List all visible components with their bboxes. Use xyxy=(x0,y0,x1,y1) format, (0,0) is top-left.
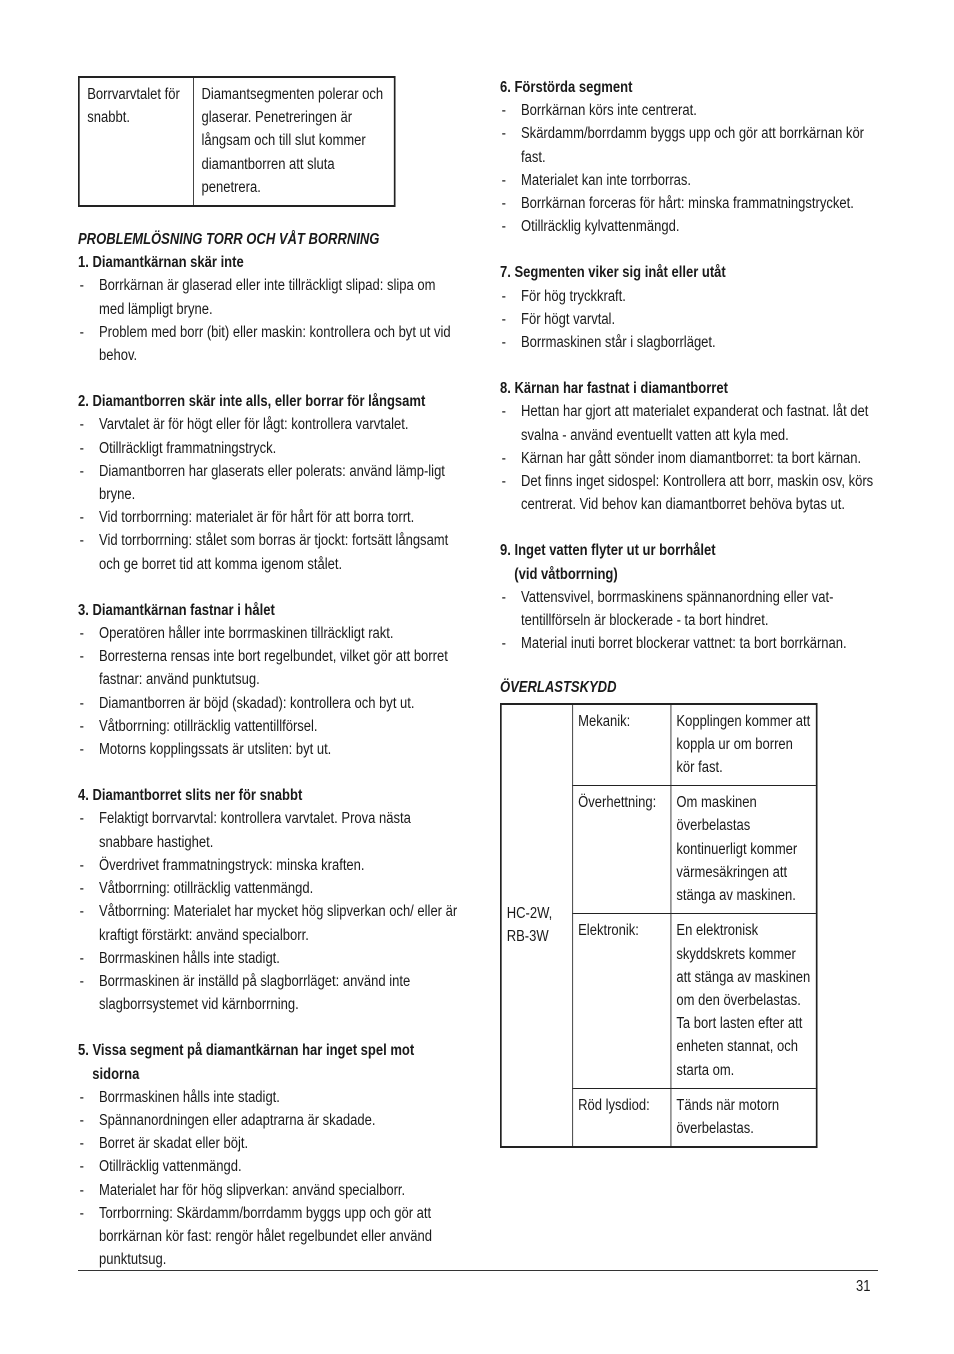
heading-9: 9. Inget vatten flyter ut ur borrhålet xyxy=(500,542,716,560)
heading-5: 5. Vissa segment på diamantkärnan har inget spel mot xyxy=(78,1042,415,1060)
heading-8: 8. Kärnan har fastnat i diamantborret xyxy=(500,380,728,398)
heading-7: 7. Segmenten viker sig inåt eller utåt xyxy=(500,264,726,282)
footer-rule xyxy=(78,1270,878,1271)
list-item: - Material inuti borret blockerar vattnet: ta bort borrkärnan. xyxy=(500,632,878,655)
table-cell: Diamantsegmenten polerar och glaserar. Penetreringen är långsam och till slut kommer diamantborren att sluta penetrera. xyxy=(201,86,384,196)
page-number-text: 31 xyxy=(856,1278,871,1295)
list-item: - Kärnan har gått sönder inom diamantborret: ta bort kärnan. xyxy=(500,447,878,470)
list-item: - Borrkärnan är glaserad eller inte tillräckligt slipad: slipa om med lämpligt bryne. xyxy=(78,274,458,320)
list-item: - Borrkärnan körs inte centrerat. xyxy=(500,99,878,122)
list-item: - Diamantborren är böjd (skadad): kontrollera och byt ut. xyxy=(78,692,458,715)
list-item: - Spännanordningen eller adaptrarna är skadade. xyxy=(78,1109,458,1132)
list-item: - Borrkärnan forceras för hårt: minska frammatningstrycket. xyxy=(500,192,878,215)
list-9 xyxy=(500,586,878,656)
page-number xyxy=(856,1278,873,1296)
list-6 xyxy=(500,99,878,238)
list-item: - Borret är skadat eller böjt. xyxy=(78,1132,458,1155)
list-item: - Våtborrning: Materialet har mycket hög slipverkan och/ eller är kraftigt förstärkt: använd specialborr. xyxy=(78,900,458,946)
right-column xyxy=(500,76,878,1148)
list-item: - Överdrivet frammatningstryck: minska kraften. xyxy=(78,854,458,877)
table-cell: Mekanik: xyxy=(573,704,671,786)
table-cell: Överhettning: xyxy=(573,786,671,914)
list-3 xyxy=(78,622,458,761)
list-item: - Borrmaskinen hålls inte stadigt. xyxy=(78,1086,458,1109)
list-item: - Felaktigt borrvarvtal: kontrollera varvtalet. Prova nästa snabbare hastighet. xyxy=(78,807,458,853)
heading-6: 6. Förstörda segment xyxy=(500,79,633,96)
list-5 xyxy=(78,1086,458,1272)
right-column-content xyxy=(500,76,878,1148)
table-row xyxy=(501,704,817,786)
list-item: - Borrmaskinen hålls inte stadigt. xyxy=(78,947,458,970)
list-item: - Problem med borr (bit) eller maskin: kontrollera och byt ut vid behov. xyxy=(78,321,458,367)
heading-1: 1. Diamantkärnan skär inte xyxy=(78,254,244,272)
table-cell: Röd lysdiod: xyxy=(573,1088,671,1147)
table-cell: Tänds när motorn överbelastas. xyxy=(671,1088,817,1147)
list-item: - Materialet har för hög slipverkan: använd specialborr. xyxy=(78,1179,458,1202)
model-cell: HC-2W, RB-3W xyxy=(501,704,573,1147)
list-item: - Borrmaskinen är inställd på slagborrläget: använd inte slagborrsystemet vid kärnborrning. xyxy=(78,970,458,1016)
list-item: - Våtborrning: otillräcklig vattenmängd. xyxy=(78,877,458,900)
list-item: - Diamantborren har glaserats eller polerats: använd lämp-ligt bryne. xyxy=(78,460,458,506)
list-item: - För hög tryckkraft. xyxy=(500,285,878,308)
list-item: - Våtborrning: otillräcklig vattentillförsel. xyxy=(78,715,458,738)
list-item: - Otillräcklig kylvattenmängd. xyxy=(500,215,878,238)
list-item: - Skärdamm/borrdamm byggs upp och gör att borrkärnan kör fast. xyxy=(500,122,878,168)
heading-3: 3. Diamantkärnan fastnar i hålet xyxy=(78,601,275,619)
heading-5-cont: sidorna xyxy=(92,1065,140,1083)
list-item: - Borresterna rensas inte bort regelbundet, vilket gör att borret fastnar: använd punktutsug. xyxy=(78,645,458,691)
list-item: - Hettan har gjort att materialet expanderat och fastnat. låt det svalna - använd eventuellt vatten att kyla med. xyxy=(500,400,878,446)
heading-4: 4. Diamantborret slits ner för snabbt xyxy=(78,787,303,805)
list-8 xyxy=(500,400,878,516)
list-item: - Motorns kopplingssats är utsliten: byt ut. xyxy=(78,738,458,761)
list-item: - Torrborrning: Skärdamm/borrdamm byggs upp och gör att borrkärnan kör fast: rengör hålet regelbundet eller använd punktutsug. xyxy=(78,1202,458,1272)
table-cell: Kopplingen kommer att koppla ur om borren kör fast. xyxy=(671,704,817,786)
heading-2: 2. Diamantborren skär inte alls, eller borrar för långsamt xyxy=(78,393,426,411)
list-item: - För högt varvtal. xyxy=(500,308,878,331)
list-item: - Vid torrborrning: materialet är för hårt för att borra torrt. xyxy=(78,506,458,529)
table-row xyxy=(79,77,395,206)
overload-table xyxy=(500,703,818,1148)
list-item: - Otillräckligt frammatningstryck. xyxy=(78,437,458,460)
list-4 xyxy=(78,807,458,1016)
left-column xyxy=(78,76,458,1271)
section-title: PROBLEMLÖSNING TORR OCH VÅT BORRNING xyxy=(78,231,380,249)
list-item: - Otillräcklig vattenmängd. xyxy=(78,1155,458,1178)
table-cell: En elektronisk skyddskrets kommer att stänga av maskinen om den överbelastas. Ta bort lasten efter att enheten stannat, och starta om. xyxy=(671,914,817,1088)
table-cell: Elektronik: xyxy=(573,914,671,1088)
list-2 xyxy=(78,413,458,575)
list-item: - Det finns inget sidospel: Kontrollera att borr, maskin osv, körs centrerat. Vid behov kan diamantborret behöva bytas ut. xyxy=(500,470,878,516)
overload-title: ÖVERLASTSKYDD xyxy=(500,679,617,697)
left-column-content xyxy=(78,76,458,1271)
list-1 xyxy=(78,274,458,367)
list-item: - Materialet kan inte torrborras. xyxy=(500,169,878,192)
list-item: - Borrmaskinen står i slagborrläget. xyxy=(500,331,878,354)
list-item: - Operatören håller inte borrmaskinen tillräckligt rakt. xyxy=(78,622,458,645)
list-item: - Vattensvivel, borrmaskinens spännanordning eller vat-tentillförseln är blockerade - ta bort hindret. xyxy=(500,586,878,632)
table-cell: Om maskinen överbelastas kontinuerligt kommer värmesäkringen att stänga av maskinen. xyxy=(671,786,817,914)
list-item: - Vid torrborrning: stålet som borras är tjockt: fortsätt långsamt och ge borret tid att komma igenom stålet. xyxy=(78,529,458,575)
list-item: - Varvtalet är för högt eller för lågt: kontrollera varvtalet. xyxy=(78,413,458,436)
heading-9-cont: (vid våtborrning) xyxy=(514,565,618,583)
list-7 xyxy=(500,285,878,355)
table-cell: Borrvarvtalet för snabbt. xyxy=(79,77,194,206)
top-table xyxy=(78,76,396,207)
